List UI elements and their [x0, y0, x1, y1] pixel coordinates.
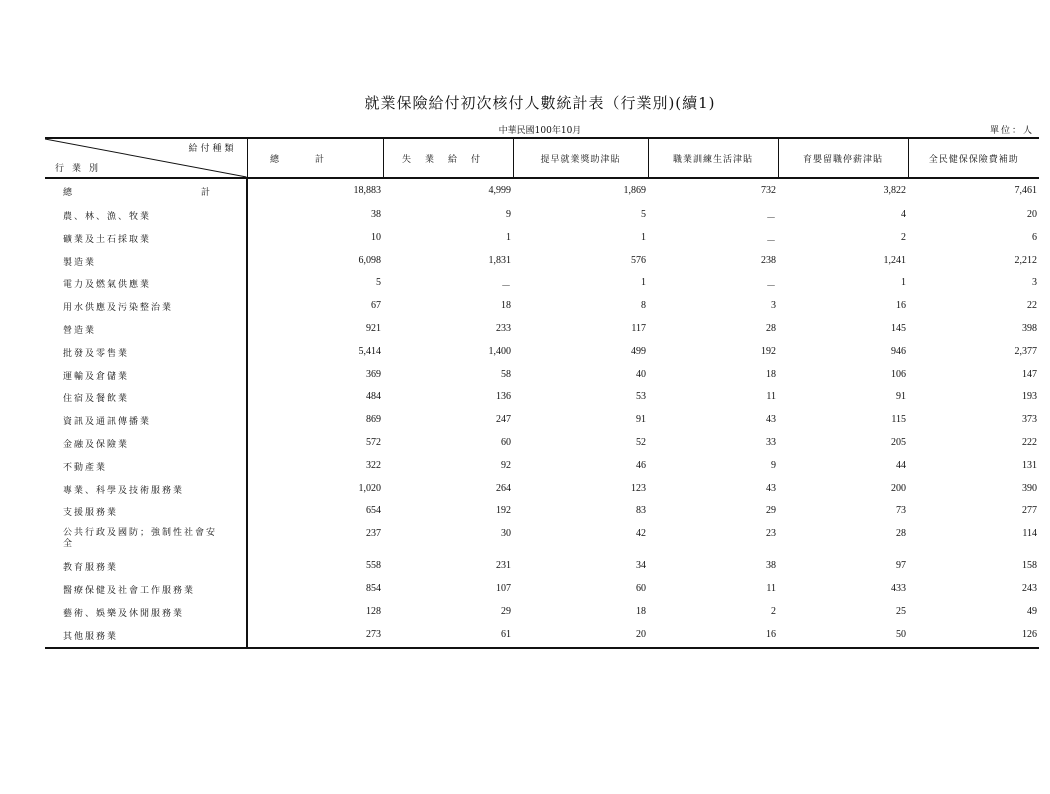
row-label-industry: 資訊及通訊傳播業: [45, 409, 247, 432]
cell-value: －: [766, 213, 776, 224]
cell-value: 1,241: [883, 254, 906, 266]
column-header-health-insurance: 全民健保保險費補助: [908, 138, 1039, 178]
cell-value: 654: [366, 505, 381, 517]
cell-value: 1: [506, 231, 511, 243]
cell-value: 192: [496, 505, 511, 517]
cell-value: 126: [908, 624, 1039, 648]
cell-value: 43: [766, 414, 776, 426]
cell-value: 576: [631, 254, 646, 266]
corner-header-cell: [45, 138, 247, 178]
cell-value: 25: [896, 605, 906, 617]
cell-value: 23: [766, 528, 776, 540]
table-row: [45, 272, 1039, 295]
cell-value: 1,400: [488, 345, 511, 357]
cell-value: 247: [496, 414, 511, 426]
cell-value: 16: [896, 300, 906, 312]
cell-value: 114: [1022, 528, 1037, 540]
cell-value: 33: [766, 436, 776, 448]
cell-value: 373: [1022, 414, 1037, 426]
cell-value: 369: [366, 368, 381, 380]
cell-value: 115: [891, 414, 906, 426]
cell-value: 18: [766, 368, 776, 380]
cell-value: 92: [501, 459, 511, 471]
cell-value: 3: [1032, 277, 1037, 289]
cell-value: 38: [766, 560, 776, 572]
row-label-industry: 礦業及土石採取業: [45, 227, 247, 250]
cell-value: 1: [901, 277, 906, 289]
cell-value: －: [766, 281, 776, 293]
table-row: [45, 341, 1039, 364]
row-label-industry: 藝術、娛樂及休閒服務業: [45, 601, 247, 624]
row-label-industry: 支援服務業: [45, 500, 247, 523]
cell-value: 11: [766, 582, 776, 594]
cell-value: 10: [371, 231, 381, 243]
cell-value: 60: [501, 436, 511, 448]
cell-value: 38: [371, 209, 381, 220]
cell-value: 20: [1027, 209, 1037, 220]
header-row: [45, 138, 1039, 178]
row-label-total: 總 計: [45, 178, 247, 204]
cell-value: 50: [778, 624, 908, 648]
cell-value: 40: [636, 368, 646, 380]
table-row: [45, 601, 1039, 624]
cell-value: 1: [641, 231, 646, 243]
row-label-industry: 營造業: [45, 318, 247, 341]
cell-value: 322: [366, 459, 381, 471]
row-label-industry: 農、林、漁、牧業: [45, 204, 247, 227]
table-row: [45, 250, 1039, 273]
cell-value: 2: [771, 605, 776, 617]
cell-value: 28: [896, 528, 906, 540]
table-row: [45, 318, 1039, 341]
cell-value: 61: [383, 624, 513, 648]
column-header-total: 總計: [247, 138, 383, 178]
row-label-industry: 住宿及餐飲業: [45, 386, 247, 409]
cell-value: 3,822: [883, 185, 906, 196]
table-row: [45, 227, 1039, 250]
cell-value: 60: [636, 582, 646, 594]
table-row: [45, 478, 1039, 501]
cell-value: 433: [891, 582, 906, 594]
cell-value: 158: [1022, 560, 1037, 572]
cell-value: 28: [766, 322, 776, 334]
cell-value: 29: [766, 505, 776, 517]
cell-value: 8: [641, 300, 646, 312]
cell-value: 558: [366, 560, 381, 572]
table-row: [45, 432, 1039, 455]
cell-value: 238: [761, 254, 776, 266]
cell-value: 128: [366, 605, 381, 617]
cell-value: 44: [896, 459, 906, 471]
cell-value: 732: [761, 185, 776, 196]
unit-label: 單位：人: [989, 126, 1034, 136]
cell-value: 192: [761, 345, 776, 357]
cell-value: 58: [501, 368, 511, 380]
column-header-training-allowance: 職業訓練生活津貼: [648, 138, 778, 178]
cell-value: 9: [506, 209, 511, 220]
cell-value: 233: [496, 322, 511, 334]
row-label-industry: 專業、科學及技術服務業: [45, 478, 247, 501]
corner-bottom-label: 行業別: [55, 164, 107, 174]
page-title: 就業保險給付初次核付人數統計表（行業別)(續1): [364, 94, 716, 112]
cell-value: 2,212: [1014, 254, 1037, 266]
cell-value: －: [766, 235, 776, 247]
row-label-industry: 金融及保險業: [45, 432, 247, 455]
table-row: [45, 555, 1039, 578]
cell-value: 91: [636, 414, 646, 426]
cell-value: 398: [1022, 322, 1037, 334]
column-header-early-employment: 提早就業獎助津貼: [513, 138, 648, 178]
cell-value: 5,414: [358, 345, 381, 357]
cell-value: 49: [1027, 605, 1037, 617]
total-row: [45, 178, 1039, 204]
cell-value: 5: [641, 209, 646, 220]
cell-value: 18: [636, 605, 646, 617]
cell-value: 147: [1022, 368, 1037, 380]
cell-value: 264: [496, 482, 511, 494]
cell-value: 91: [896, 391, 906, 403]
cell-value: 499: [631, 345, 646, 357]
table-row: [45, 409, 1039, 432]
table-row: [45, 455, 1039, 478]
cell-value: 277: [1022, 505, 1037, 517]
cell-value: 921: [366, 322, 381, 334]
statistics-table: [45, 137, 1039, 649]
report-period: 中華民國100年10月: [498, 126, 582, 136]
cell-value: 7,461: [1014, 185, 1037, 196]
cell-value: 123: [631, 482, 646, 494]
cell-value: 4,999: [488, 185, 511, 196]
row-label-industry: 製造業: [45, 250, 247, 273]
column-header-parental-leave: 育嬰留職停薪津貼: [778, 138, 908, 178]
column-header-unemployment: 失業給付: [383, 138, 513, 178]
cell-value: 1,831: [488, 254, 511, 266]
cell-value: 20: [513, 624, 648, 648]
cell-value: 4: [901, 209, 906, 220]
table-row: [45, 295, 1039, 318]
row-label-industry: 醫療保健及社會工作服務業: [45, 578, 247, 601]
cell-value: 854: [366, 582, 381, 594]
row-label-industry: 不動產業: [45, 455, 247, 478]
cell-value: 107: [496, 582, 511, 594]
cell-value: 237: [366, 528, 381, 540]
cell-value: 73: [896, 505, 906, 517]
table-row: [45, 500, 1039, 523]
table-row: [45, 204, 1039, 227]
cell-value: 30: [501, 528, 511, 540]
row-label-industry: 教育服務業: [45, 555, 247, 578]
cell-value: 1,869: [623, 185, 646, 196]
cell-value: 97: [896, 560, 906, 572]
cell-value: 117: [631, 322, 646, 334]
cell-value: 243: [1022, 582, 1037, 594]
cell-value: 6,098: [358, 254, 381, 266]
cell-value: 1: [641, 277, 646, 289]
cell-value: 106: [891, 368, 906, 380]
cell-value: 145: [891, 322, 906, 334]
cell-value: 52: [636, 436, 646, 448]
cell-value: 1,020: [358, 482, 381, 494]
cell-value: 484: [366, 391, 381, 403]
cell-value: 136: [496, 391, 511, 403]
cell-value: 29: [501, 605, 511, 617]
cell-value: 3: [771, 300, 776, 312]
cell-value: 67: [371, 300, 381, 312]
cell-value: 83: [636, 505, 646, 517]
row-label-industry: 電力及燃氣供應業: [45, 272, 247, 295]
cell-value: －: [501, 281, 511, 293]
cell-value: 18,883: [353, 185, 381, 196]
cell-value: 222: [1022, 436, 1037, 448]
cell-value: 6: [1032, 231, 1037, 243]
cell-value: 2: [901, 231, 906, 243]
cell-value: 131: [1022, 459, 1037, 471]
cell-value: 2,377: [1014, 345, 1037, 357]
cell-value: 390: [1022, 482, 1037, 494]
table-row: [45, 386, 1039, 409]
cell-value: 231: [496, 560, 511, 572]
cell-value: 53: [636, 391, 646, 403]
cell-value: 5: [376, 277, 381, 289]
cell-value: 205: [891, 436, 906, 448]
table-row: [45, 523, 1039, 555]
row-label-industry: 運輸及倉儲業: [45, 364, 247, 387]
cell-value: 34: [636, 560, 646, 572]
cell-value: 46: [636, 459, 646, 471]
cell-value: 16: [648, 624, 778, 648]
cell-value: 572: [366, 436, 381, 448]
row-label-industry: 公共行政及國防；強制性社會安全: [45, 523, 247, 555]
cell-value: 22: [1027, 300, 1037, 312]
cell-value: 18: [501, 300, 511, 312]
row-label-industry: 批發及零售業: [45, 341, 247, 364]
cell-value: 193: [1022, 391, 1037, 403]
row-label-industry: 用水供應及污染整治業: [45, 295, 247, 318]
table-row: [45, 578, 1039, 601]
cell-value: 42: [636, 528, 646, 540]
table-row: [45, 364, 1039, 387]
corner-top-label: 給付種類: [188, 144, 237, 154]
cell-value: 273: [247, 624, 383, 648]
cell-value: 43: [766, 482, 776, 494]
cell-value: 946: [891, 345, 906, 357]
cell-value: 200: [891, 482, 906, 494]
cell-value: 11: [766, 391, 776, 403]
cell-value: 9: [771, 459, 776, 471]
cell-value: 869: [366, 414, 381, 426]
table-row: [45, 624, 1039, 648]
row-label-industry: 其他服務業: [45, 624, 247, 648]
